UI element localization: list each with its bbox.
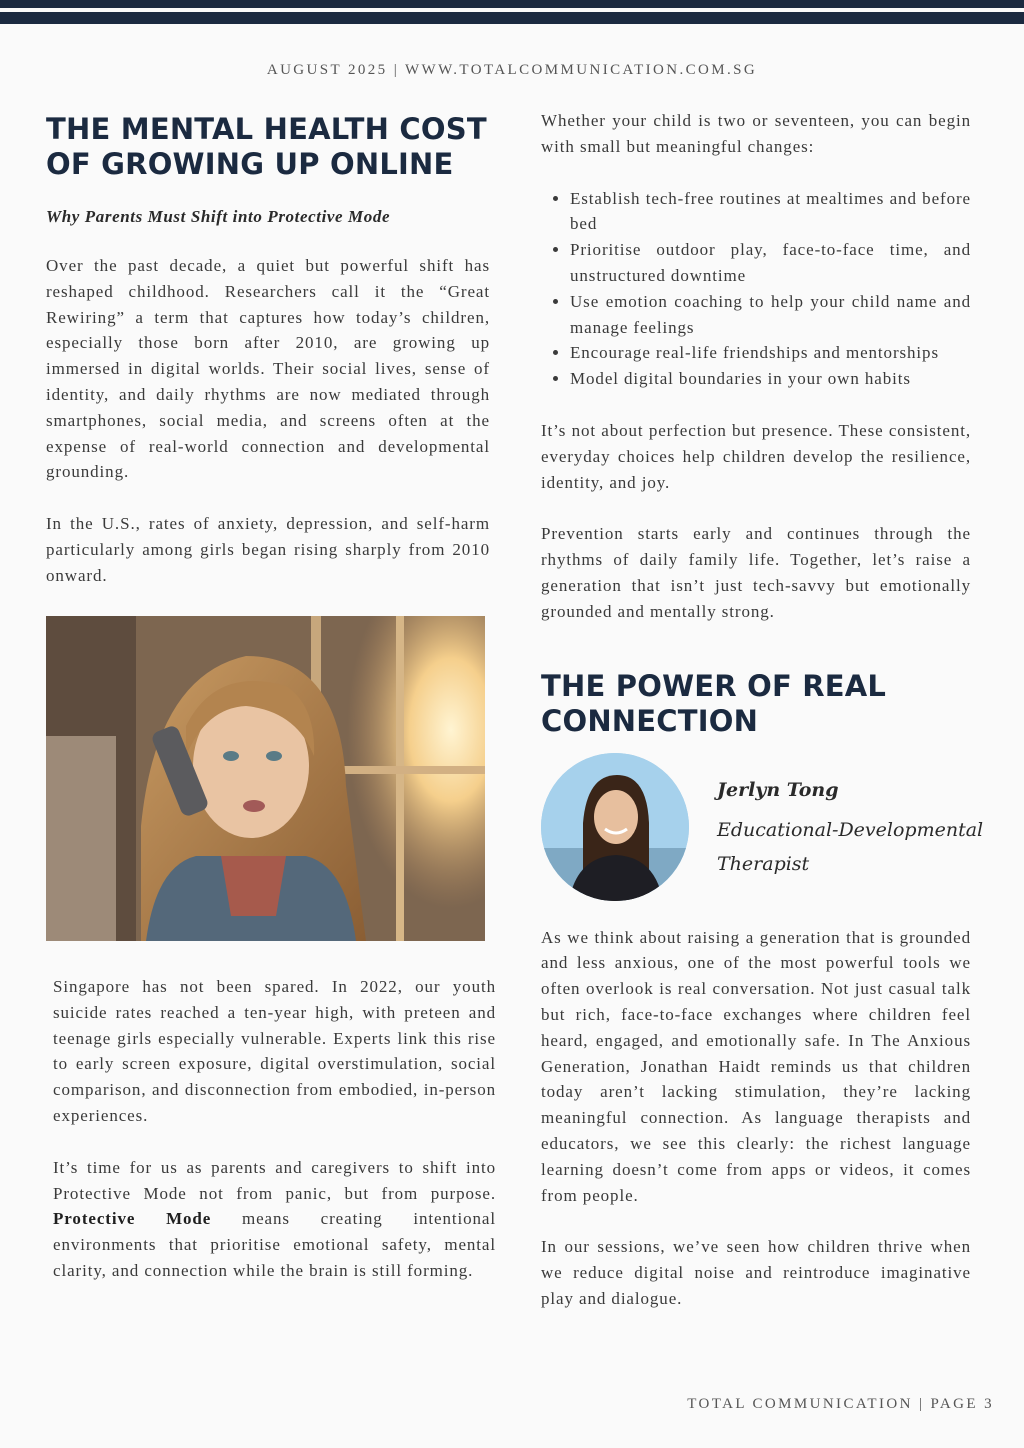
paragraph-great-rewiring: Over the past decade, a quiet but powerful shift has reshaped childhood. Researchers call it the “Great Rewiring” a term that captures how today’s children, especially those born after 2010, are growing up immersed in digital worlds. Their social lives, sense of identity, and daily rhythms are now mediated through smartphones, social media, and screens often at the expense of real-world connection and developmental grounding. [46,256,490,482]
top-rule-band [0,12,1024,24]
list-item: • Encourage real-life friendships and mentorships [570,340,971,366]
author-profile [541,753,984,903]
left-column [46,112,490,589]
paragraph-presence: It’s not about perfection but presence. These consistent, everyday choices help children develop the resilience, identity, and joy. [541,420,971,492]
right-column [541,108,984,1312]
paragraph-us-rates: In the U.S., rates of anxiety, depression, and self-harm particularly among girls began rising sharply from 2010 onward. [46,514,490,585]
paragraph-singapore: Singapore has not been spared. In 2022, our youth suicide rates reached a ten-year high, with preteen and teenage girls especially vulnerable. Experts link this rise to early screen exposure, digital overstimulation, social comparison, and disconnection from embodied, in-person experiences. [53,977,496,1125]
article-title: THE MENTAL HEALTH COST OF GROWING UP ONLINE [46,112,487,181]
girl-on-phone-photo [46,616,485,941]
tips-list [541,186,971,392]
list-item: • Establish tech-free routines at mealtimes and before bed [570,186,971,238]
author-role: Educational-Developmental Therapist [717,818,984,875]
protective-mode-emphasis: Protective Mode [53,1209,212,1229]
issue-header: AUGUST 2025 | WWW.TOTALCOMMUNICATION.COM.SG [266,62,758,78]
section-title-real-connection: THE POWER OF REAL CONNECTION [541,668,887,738]
list-item: • Prioritise outdoor play, face-to-face time, and unstructured downtime [570,237,971,289]
paragraph-protective-mode [53,1155,496,1284]
paragraph-real-conversation: As we think about raising a generation that is grounded and less anxious, one of the most powerful tools we often overlook is real conversation. Not just casual talk but rich, face-to-face exchanges where children feel heard, engaged, and emotionally safe. In The Anxious Generation, Jonathan Haidt reminds us that children today aren’t lacking stimulation, they’re lacking meaningful connection. As language therapists and educators, we see this clearly: the richest language learning doesn’t come from apps or videos, it comes from people. [541,927,971,1205]
list-item: • Model digital boundaries in your own habits [570,366,971,392]
avatar [541,753,689,901]
avatar-illustration [541,753,689,901]
photo-illustration [46,616,485,941]
list-item: • Use emotion coaching to help your child name and manage feelings [570,289,971,341]
paragraph-sessions: In our sessions, we’ve seen how children thrive when we reduce digital noise and reintroduce imaginative play and dialogue. [541,1237,971,1308]
author-name: Jerlyn Tong [717,778,839,801]
protective-mode-text-b: means creating intentional environments that prioritise emotional safety, mental clarity, and connection while the brain is still forming. [53,1209,496,1280]
protective-mode-text-a: It’s time for us as parents and caregivers to shift into Protective Mode not from panic, but from purpose. [53,1157,496,1203]
article-subtitle: Why Parents Must Shift into Protective Mode [46,207,391,226]
paragraph-intro-changes: Whether your child is two or seventeen, you can begin with small but meaningful changes: [541,111,971,156]
top-rule-thick [0,0,1024,8]
page-footer: TOTAL COMMUNICATION | PAGE 3 [687,1396,994,1412]
left-column-lower [53,974,496,1284]
paragraph-prevention: Prevention starts early and continues through the rhythms of daily family life. Together, let’s raise a generation that isn’t just tech-savvy but emotionally grounded and mentally strong. [541,524,971,621]
